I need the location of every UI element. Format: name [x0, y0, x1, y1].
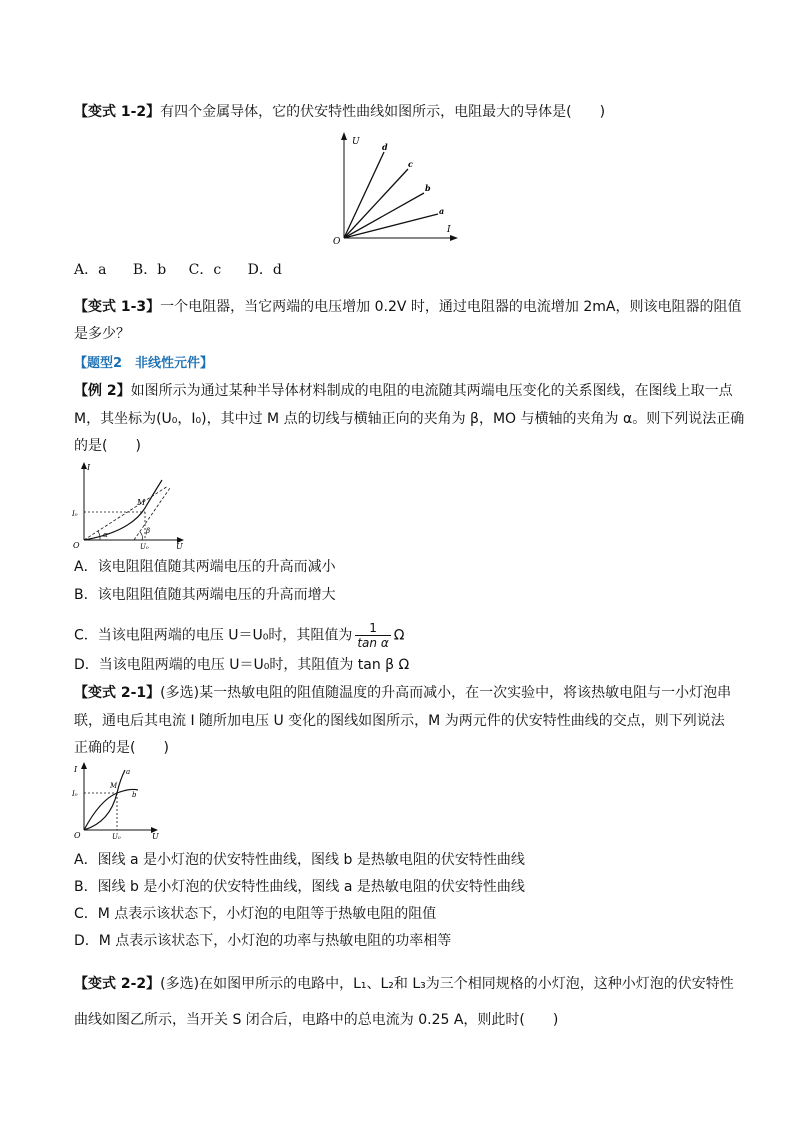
figure-iv-curves-four-conductors [330, 128, 460, 246]
example2-line1 [74, 381, 733, 401]
origin-label: O [73, 541, 80, 550]
question-v2-1-line3: 正确的是( ) [74, 740, 169, 756]
option-b: B．b [132, 262, 167, 278]
u0-label: U₀ [112, 833, 121, 840]
example2-option-c [74, 621, 404, 650]
question-v2-2-line2: 曲线如图乙所示，当开关 S 闭合后，电路中的总电流为 0.25 A，则此时( ) [74, 1012, 559, 1028]
figure-nonlinear-resistor [70, 460, 190, 550]
ohm-unit: Ω [393, 627, 405, 644]
question-text: 有四个金属导体，它的伏安特性曲线如图所示，电阻最大的导体是( ) [160, 104, 606, 120]
i0-label: I₀ [72, 510, 78, 518]
question-v2-2-line1 [74, 974, 734, 994]
question-text: (多选)在如图甲所示的电路中，L₁、L₂和 L₃为三个相同规格的小灯泡，这种小灯泡的伏安特性 [160, 976, 734, 992]
line-c-label: c [408, 159, 413, 169]
option-c-text: C．当该电阻两端的电压 U＝U₀时，其阻值为 [74, 627, 353, 644]
axis-u-label: U [152, 832, 159, 840]
question-v2-1-option-d: D．M 点表示该状态下，小灯泡的功率与热敏电阻的功率相等 [74, 933, 452, 949]
beta-label: β [146, 527, 151, 535]
question-v1-2 [74, 102, 605, 122]
example2-option-d: D．当该电阻两端的电压 U＝U₀时，其阻值为 tan β Ω [74, 657, 410, 673]
axis-u-label: U [352, 137, 360, 147]
line-d-label: d [382, 142, 388, 152]
section-heading-type2: 【题型2 非线性元件】 [74, 356, 214, 371]
point-m-label: M [110, 782, 118, 790]
fraction-denominator: tan α [357, 636, 389, 650]
question-tag: 【变式 2-1】 [74, 685, 161, 701]
curve-a-label: a [126, 768, 131, 776]
point-m-label: M [137, 498, 146, 507]
question-tag: 【例 2】 [74, 383, 131, 399]
example2-line3: 的是( ) [74, 438, 141, 454]
example2-option-a: A．该电阻阻值随其两端电压的升高而减小 [74, 559, 336, 575]
fraction-one-over-tan-alpha [355, 621, 390, 650]
origin-label: O [333, 237, 341, 246]
option-a: A．a [74, 262, 107, 278]
example2-line2: M，其坐标为(U₀，I₀)，其中过 M 点的切线与横轴正向的夹角为 β，MO 与横轴的夹角为 α。则下列说法正确 [74, 411, 745, 427]
question-text: (多选)某一热敏电阻的阻值随温度的升高而减小，在一次实验中，将该热敏电阻与一小灯泡串 [160, 685, 732, 701]
question-v2-1-option-c: C．M 点表示该状态下，小灯泡的电阻等于热敏电阻的阻值 [74, 906, 437, 922]
origin-label: O [74, 831, 81, 840]
question-tag: 【变式 1-3】 [74, 299, 161, 315]
line-b-label: b [425, 183, 431, 193]
question-text: 一个电阻器，当它两端的电压增加 0.2V 时，通过电阻器的电流增加 2mA，则该电阻器的阻值 [160, 299, 742, 315]
question-v2-1-option-a: A．图线 a 是小灯泡的伏安特性曲线，图线 b 是热敏电阻的伏安特性曲线 [74, 852, 525, 868]
axis-i-label: I [87, 463, 91, 472]
figure-thermistor-lamp-curves [70, 760, 160, 840]
u0-label: U₀ [140, 543, 149, 550]
axis-i-label: I [447, 225, 451, 235]
question-tag: 【变式 2-2】 [74, 976, 161, 992]
fraction-numerator: 1 [355, 621, 390, 636]
axis-i-label: I [74, 765, 78, 774]
line-a-label: a [439, 206, 445, 216]
i0-label: I₀ [72, 790, 78, 798]
curve-b-label: b [132, 791, 137, 799]
question-tag: 【变式 1-2】 [74, 104, 161, 120]
question-text: 如图所示为通过某种半导体材料制成的电阻的电流随其两端电压变化的关系图线，在图线上取一点 [130, 383, 733, 399]
alpha-label: α [103, 531, 108, 539]
option-c: C．c [188, 262, 222, 278]
question-v2-1-line1 [74, 683, 731, 703]
option-d: D．d [247, 262, 282, 278]
question-v2-1-line2: 联，通电后其电流 I 随所加电压 U 变化的图线如图所示，M 为两元件的伏安特性曲线的交点，则下列说法 [74, 713, 725, 729]
axis-u-label: U [176, 542, 183, 550]
question-v1-3-line1 [74, 297, 741, 317]
question-v2-1-option-b: B．图线 b 是小灯泡的伏安特性曲线，图线 a 是热敏电阻的伏安特性曲线 [74, 879, 525, 895]
options-v1-2 [74, 260, 282, 280]
example2-option-b: B．该电阻阻值随其两端电压的升高而增大 [74, 587, 336, 603]
question-v1-3-line2: 是多少？ [74, 326, 130, 342]
